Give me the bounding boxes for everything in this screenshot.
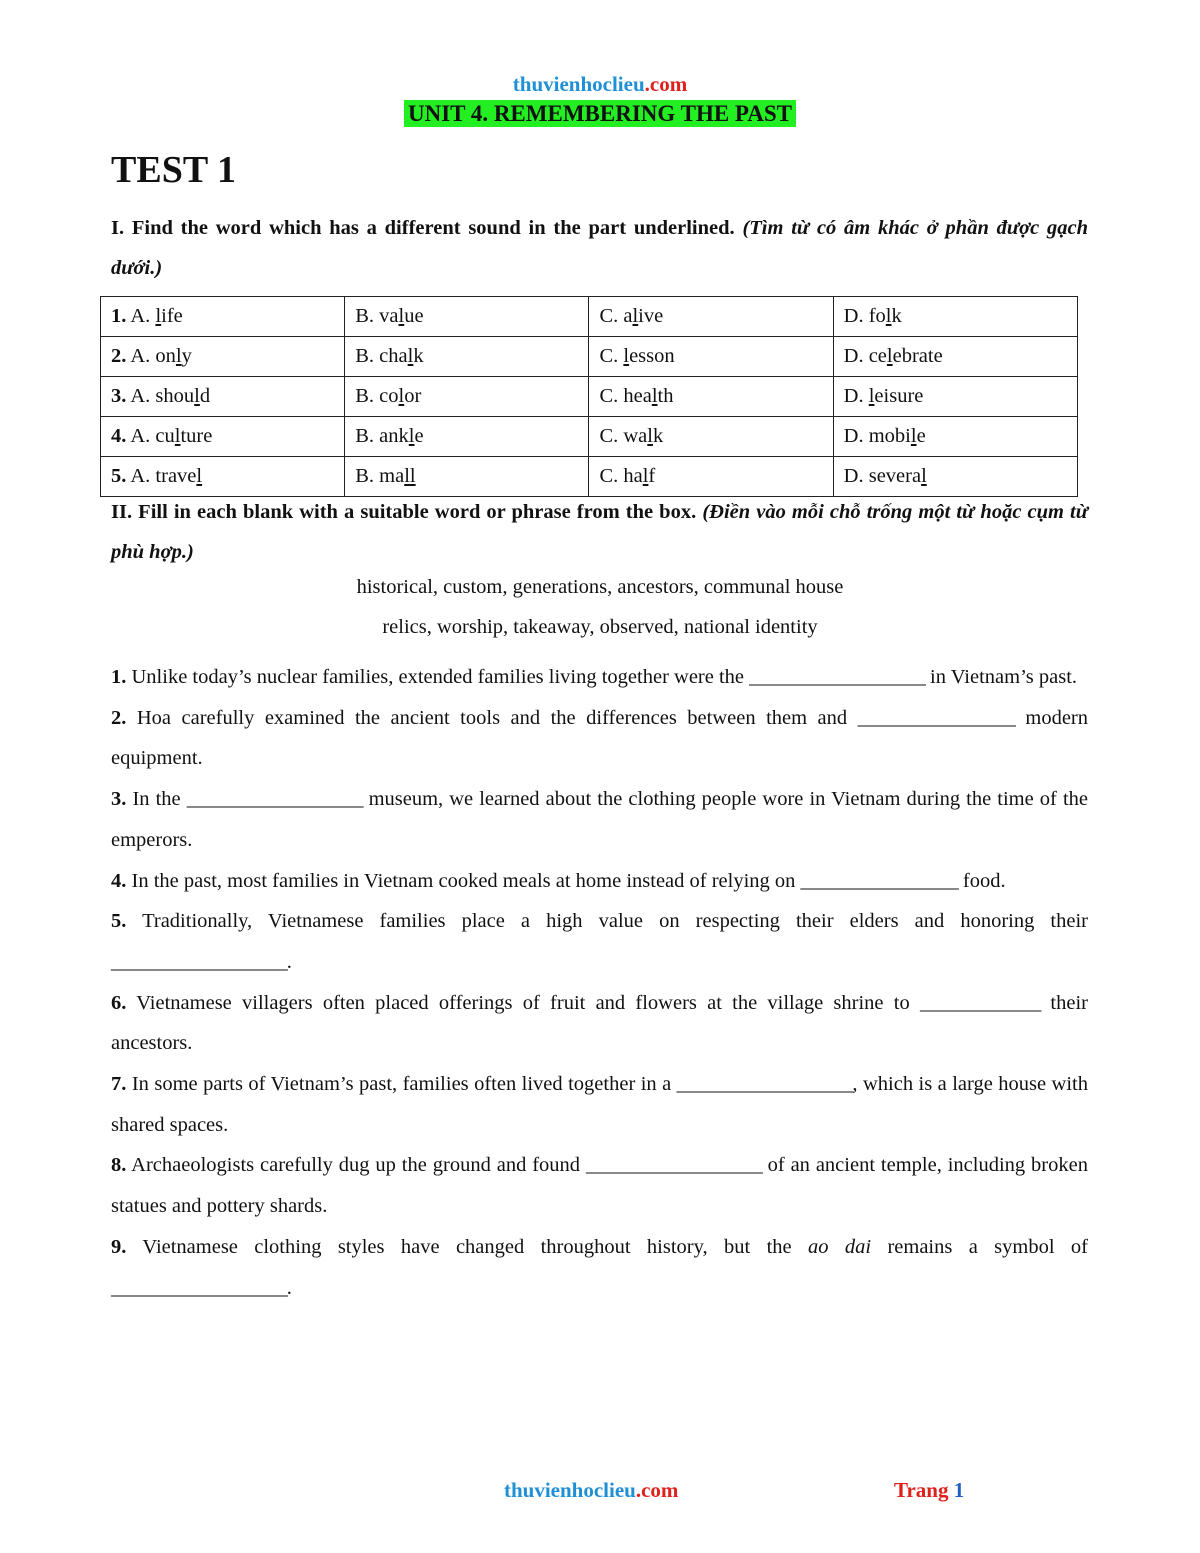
word-part: D. mobi	[843, 425, 911, 447]
word-part: A. on	[126, 345, 176, 367]
underlined-part: l	[921, 465, 927, 487]
word-part: f	[648, 465, 656, 487]
option-c	[589, 377, 833, 417]
answer-blank[interactable]: ___________________	[676, 1073, 853, 1096]
question-number: 5.	[111, 465, 127, 487]
question-number: 5.	[111, 910, 127, 933]
word-part: C. ha	[599, 465, 643, 487]
underlined-part: l	[642, 465, 649, 487]
page-number: Trang 1	[894, 1478, 965, 1502]
table-row	[101, 377, 1078, 417]
word-part: k	[413, 345, 424, 367]
table-row	[101, 297, 1078, 337]
underlined-part: l	[886, 345, 893, 367]
word-part: B. va	[355, 305, 399, 327]
word-part: B. ma	[355, 465, 405, 487]
underlined-part: l	[407, 345, 414, 367]
option-d	[833, 417, 1077, 457]
underlined-part: l	[868, 385, 875, 407]
question-9	[111, 1227, 1088, 1308]
question-text: , which is a large house with shared spaces.	[111, 1073, 1088, 1136]
word-part: B. ank	[355, 425, 409, 447]
word-part: ue	[404, 305, 424, 327]
underlined-part: l	[632, 305, 639, 327]
table-row	[101, 417, 1078, 457]
underlined-part: l	[910, 425, 917, 447]
test-title: TEST 1	[111, 149, 236, 191]
footer-brand[interactable]: thuvienhoclieu.com	[504, 1478, 679, 1502]
question-number: 2.	[111, 706, 127, 729]
word-part: ife	[161, 305, 183, 327]
option-d	[833, 337, 1077, 377]
question-text: museum, we learned about the clothing people wore in Vietnam during the time of the emperors.	[111, 788, 1088, 851]
question-1	[111, 657, 1088, 698]
word-part: D.	[843, 385, 869, 407]
underlined-part: l	[194, 385, 200, 407]
option-a	[101, 457, 345, 497]
underlined-part: l	[647, 425, 653, 447]
option-c	[589, 417, 833, 457]
pronunciation-table	[100, 296, 1078, 497]
underlined-part: l	[398, 385, 405, 407]
question-number: 1.	[111, 666, 127, 688]
word-part: B. co	[355, 385, 399, 407]
header-brand[interactable]: thuvienhoclieu.com	[512, 72, 688, 96]
word-part: A. shou	[126, 385, 195, 407]
word-part: C. wa	[599, 425, 648, 447]
underlined-part: l	[155, 305, 162, 327]
question-number: 4.	[111, 869, 127, 892]
answer-blank[interactable]: ___________________	[111, 950, 287, 973]
option-d	[833, 377, 1077, 417]
word-part: or	[404, 385, 422, 407]
word-part: C. hea	[599, 385, 652, 407]
question-text: Unlike today’s nuclear families, extended families living together were the	[126, 666, 750, 688]
underlined-part: l	[408, 425, 415, 447]
word-part: e	[414, 425, 424, 447]
word-part: A.	[126, 305, 156, 327]
question-number: 2.	[111, 345, 127, 367]
word-part: D. ce	[843, 345, 887, 367]
question-number: 8.	[111, 1154, 127, 1177]
question-text: of an ancient temple, including broken statues and pottery shards.	[111, 1154, 1088, 1218]
option-b	[345, 417, 589, 457]
section-2-heading: II. Fill in each blank with a suitable word or phrase from the box. (Điền vào mỗi chỗ trống một từ hoặc cụm từ phù hợp.)	[111, 501, 1089, 563]
question-6	[111, 983, 1088, 1064]
word-part: C. a	[599, 305, 633, 327]
question-italic-text: ao dai	[808, 1235, 872, 1258]
option-c	[589, 337, 833, 377]
question-text: Hoa carefully examined the ancient tools and the differences between them and	[126, 706, 858, 729]
option-d	[833, 457, 1077, 497]
question-number: 6.	[111, 991, 127, 1014]
word-part: d	[199, 385, 211, 407]
word-part: th	[657, 385, 674, 407]
option-a	[101, 297, 345, 337]
question-text: Traditionally, Vietnamese families place a high value on respecting their elders and honoring their	[126, 910, 1088, 933]
word-box-line-2: relics, worship, takeaway, observed, national identity	[382, 616, 818, 638]
answer-blank[interactable]: _____________	[919, 991, 1041, 1014]
option-a	[101, 337, 345, 377]
word-part: y	[181, 345, 192, 367]
underlined-part: l	[623, 345, 630, 367]
question-text: food.	[957, 869, 1006, 892]
answer-blank[interactable]: _________________	[800, 869, 958, 892]
option-c	[589, 297, 833, 337]
section-1-heading: I. Find the word which has a different sound in the part underlined. (Tìm từ có âm khác ở phần được gạch dưới.)	[111, 217, 1089, 279]
underlined-part: l	[398, 305, 405, 327]
option-a	[101, 417, 345, 457]
answer-blank[interactable]: ___________________	[749, 666, 925, 688]
word-part: esson	[629, 345, 675, 367]
answer-blank[interactable]: ___________________	[186, 788, 363, 811]
table-row	[101, 457, 1078, 497]
question-number: 3.	[111, 385, 127, 407]
table-row	[101, 337, 1078, 377]
question-text: modern equipment.	[111, 706, 1088, 770]
question-number: 4.	[111, 425, 127, 447]
answer-blank[interactable]: ___________________	[585, 1154, 762, 1177]
question-5	[111, 901, 1088, 982]
underlined-part: l	[885, 305, 892, 327]
underlined-part: l	[196, 465, 203, 487]
word-part: D. fo	[843, 305, 886, 327]
underlined-part: ll	[404, 465, 416, 487]
option-d	[833, 297, 1077, 337]
question-text: In the	[126, 788, 187, 811]
question-2	[111, 698, 1088, 779]
question-number: 3.	[111, 788, 127, 811]
word-part: ive	[638, 305, 664, 327]
word-part: ebrate	[892, 345, 943, 367]
question-number: 1.	[111, 305, 127, 327]
question-text: .	[286, 1276, 292, 1299]
underlined-part: l	[651, 385, 658, 407]
option-b	[345, 297, 589, 337]
word-part: A. trave	[126, 465, 197, 487]
word-part: ture	[180, 425, 213, 447]
question-list	[111, 657, 1088, 1308]
question-text: In the past, most families in Vietnam cooked meals at home instead of relying on	[126, 869, 801, 892]
question-8	[111, 1145, 1088, 1226]
question-text: Vietnamese clothing styles have changed throughout history, but the	[126, 1235, 809, 1258]
option-c	[589, 457, 833, 497]
word-part: k	[652, 425, 664, 447]
word-part: A. cu	[126, 425, 175, 447]
answer-blank[interactable]: ___________________	[111, 1276, 287, 1299]
question-text: Archaeologists carefully dug up the ground and found	[126, 1154, 586, 1177]
word-box-line-1: historical, custom, generations, ancestors, communal house	[356, 576, 844, 598]
answer-blank[interactable]: _________________	[857, 706, 1015, 729]
option-b	[345, 337, 589, 377]
word-part: D. severa	[843, 465, 922, 487]
word-part: C.	[599, 345, 624, 367]
word-part: B. cha	[355, 345, 408, 367]
question-text: their ancestors.	[111, 991, 1088, 1055]
question-text: In some parts of Vietnam’s past, families often lived together in a	[126, 1073, 677, 1096]
question-number: 7.	[111, 1073, 127, 1096]
word-part: eisure	[874, 385, 924, 407]
question-7	[111, 1064, 1088, 1145]
option-a	[101, 377, 345, 417]
question-text: .	[286, 950, 292, 973]
option-b	[345, 457, 589, 497]
question-4	[111, 861, 1088, 902]
question-3	[111, 779, 1088, 860]
unit-title: UNIT 4. REMEMBERING THE PAST	[0, 101, 1200, 127]
question-number: 9.	[111, 1235, 127, 1258]
option-b	[345, 377, 589, 417]
underlined-part: l	[175, 345, 182, 367]
question-text: Vietnamese villagers often placed offerings of fruit and flowers at the village shrine to	[126, 991, 920, 1014]
word-part: e	[916, 425, 926, 447]
question-text: remains a symbol of	[871, 1235, 1088, 1258]
word-part: k	[891, 305, 902, 327]
underlined-part: l	[174, 425, 181, 447]
question-text: in Vietnam’s past.	[924, 666, 1078, 688]
